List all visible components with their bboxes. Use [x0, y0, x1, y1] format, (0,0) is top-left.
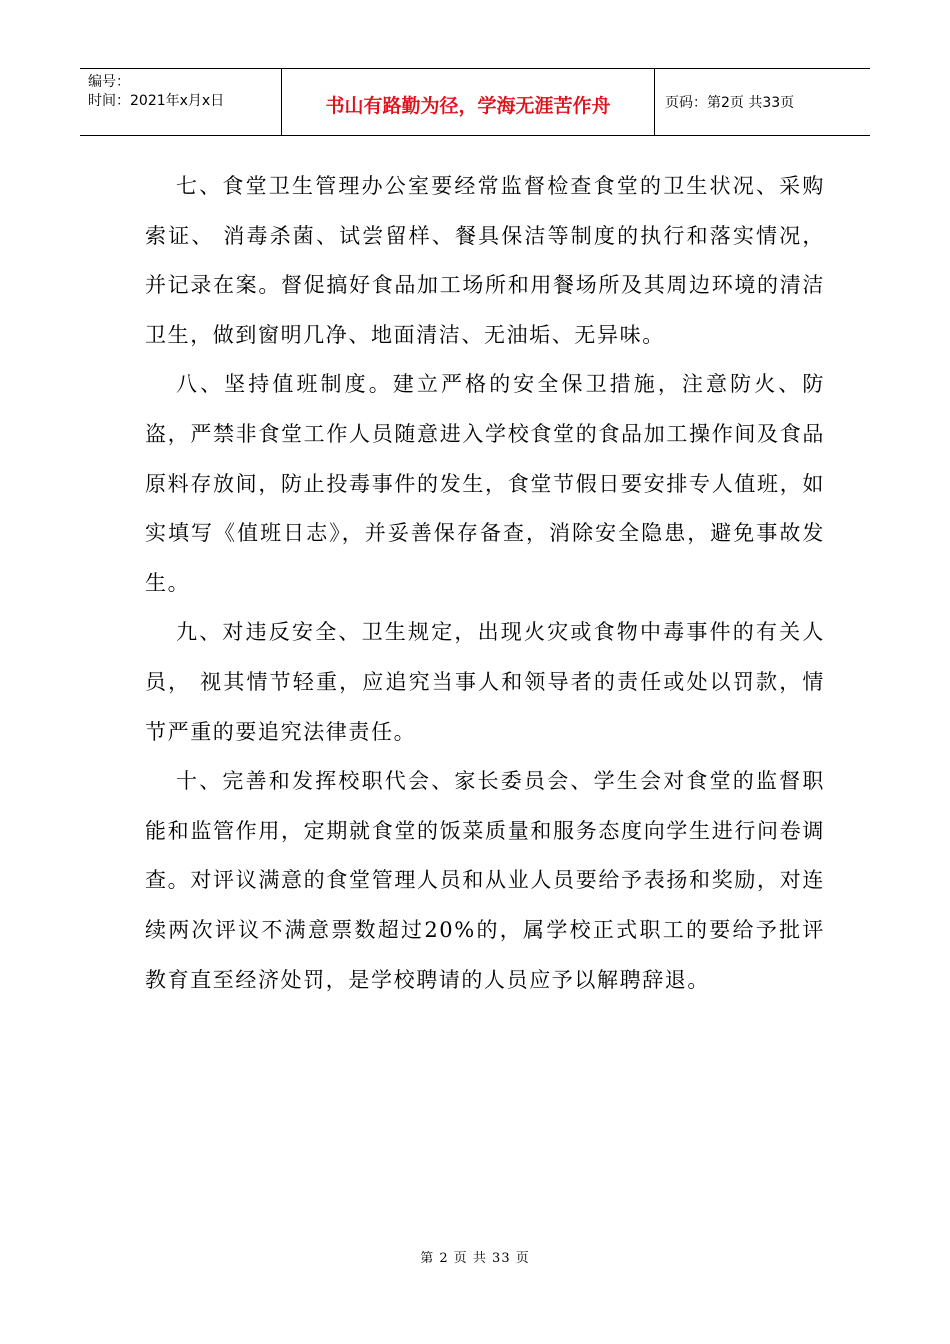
header-motto: 书山有路勤为径，学海无涯苦作舟 — [282, 69, 655, 135]
document-body — [145, 162, 825, 1005]
document-number-label: 编号： — [88, 74, 130, 90]
paragraph-8: 八、坚持值班制度。建立严格的安全保卫措施，注意防火、防盗，严禁非食堂工作人员随意进入学校食堂的食品加工操作间及食品原料存放间，防止投毒事件的发生，食堂节假日要安排专人值班，如实填写《值班日志》，并妥善保存备查，消除安全隐患，避免事故发生。 — [145, 372, 825, 595]
page-header — [80, 68, 870, 136]
paragraph-7: 七、食堂卫生管理办公室要经常监督检查食堂的卫生状况、采购索证、 消毒杀菌、试尝留样、餐具保洁等制度的执行和落实情况，并记录在案。督促搞好食品加工场所和用餐场所及其周边环境的清洁卫生，做到窗明几净、地面清洁、无油垢、无异味。 — [145, 174, 825, 347]
paragraph-9: 九、对违反安全、卫生规定，出现火灾或食物中毒事件的有关人员， 视其情节轻重，应追究当事人和领导者的责任或处以罚款，情节严重的要追究法律责任。 — [145, 620, 825, 744]
header-page-info: 页码：第2页 共33页 — [665, 95, 795, 111]
page-footer: 第 2 页 共 33 页 — [420, 1251, 530, 1266]
header-meta-cell — [80, 69, 282, 135]
paragraph-10: 十、完善和发挥校职代会、家长委员会、学生会对食堂的监督职能和监管作用，定期就食堂的饭菜质量和服务态度向学生进行问卷调查。对评议满意的食堂管理人员和从业人员要给予表扬和奖励，对连续两次评议不满意票数超过20%的，属学校正式职工的要给予批评教育直至经济处罚，是学校聘请的人员应予以解聘辞退。 — [145, 769, 825, 992]
document-time-label: 时间：2021年x月x日 — [88, 93, 225, 109]
